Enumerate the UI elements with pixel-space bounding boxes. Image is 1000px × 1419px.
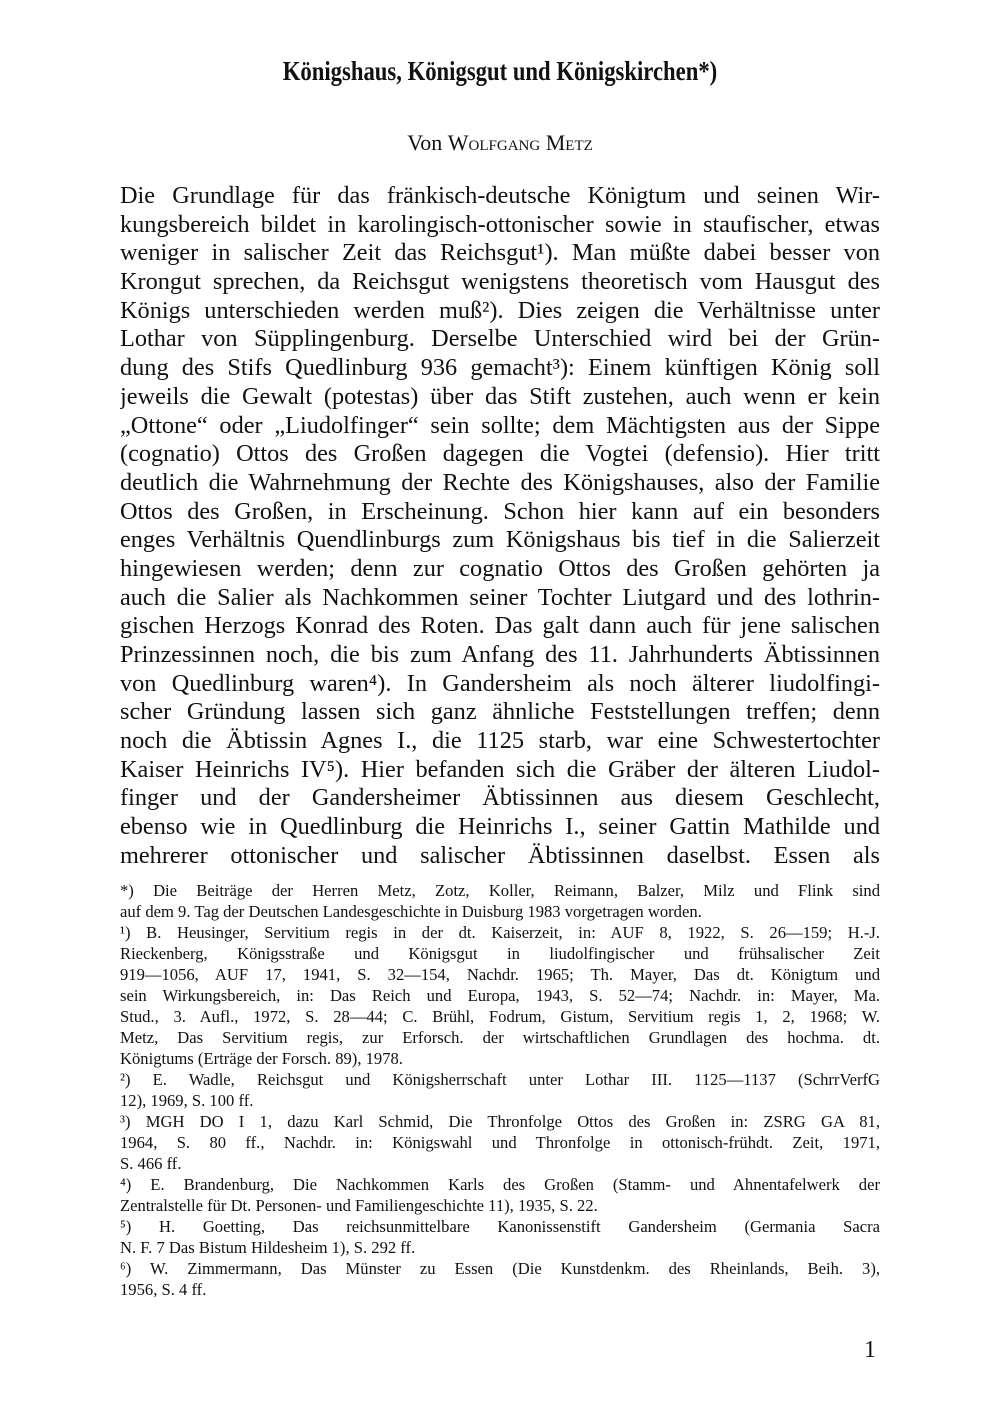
body-line: „Ottone“ oder „Liudolfinger“ sein sollte; dem Mächtigsten aus der Sippe xyxy=(120,411,880,439)
body-line: auch die Salier als Nachkommen seiner Tochter Liutgard und des lothrin- xyxy=(120,583,880,611)
footnote-line: 1956, S. 4 ff. xyxy=(120,1280,207,1299)
body-line: Kaiser Heinrichs IV⁵). Hier befanden sich die Gräber der älteren Liudol- xyxy=(120,755,880,783)
body-line: dung des Stifs Quedlinburg 936 gemacht³): Einem künftigen König soll xyxy=(120,354,880,382)
footnote-line: Zentralstelle für Dt. Personen- und Familiengeschichte 11), 1935, S. 22. xyxy=(120,1196,598,1215)
body-line: ebenso wie in Quedlinburg die Heinrichs I., seiner Gattin Mathilde und xyxy=(120,813,880,841)
footnote-line: Stud., 3. Aufl., 1972, S. 28—44; C. Brühl, Fodrum, Gistum, Servitium regis 1, 2, 1968; W. xyxy=(120,1007,880,1026)
body-line: hingewiesen werden; denn zur cognatio Ottos des Großen gehörten ja xyxy=(120,554,880,582)
footnote-line: ¹) B. Heusinger, Servitium regis in der dt. Kaiserzeit, in: AUF 8, 1922, S. 26—159; H.-J. xyxy=(120,923,880,942)
body-line: jeweils die Gewalt (potestas) über das Stift zustehen, auch wenn er kein xyxy=(120,382,880,410)
footnote-line: ²) E. Wadle, Reichsgut und Königsherrschaft unter Lothar III. 1125—1137 (SchrrVerfG xyxy=(120,1070,880,1089)
footnote-line: Rieckenberg, Königsstraße und Königsgut in liudolfingischer und frühsalischer Zeit xyxy=(120,944,880,963)
body-line: Die Grundlage für das fränkisch-deutsche Königtum und seinen Wir- xyxy=(120,182,880,209)
body-line: Krongut sprechen, da Reichsgut wenigstens theoretisch vom Hausgut des xyxy=(120,268,880,296)
article-title: Königshaus, Königsgut und Königskirchen*) xyxy=(282,56,718,86)
body-line: (cognatio) Ottos des Großen dagegen die Vogtei (defensio). Hier tritt xyxy=(120,440,880,468)
body-line: Ottos des Großen, in Erscheinung. Schon hier kann auf ein besonders xyxy=(120,497,880,525)
body-line: scher Gründung lassen sich ganz ähnliche Feststellungen treffen; denn xyxy=(120,698,880,726)
footnote-line: auf dem 9. Tag der Deutschen Landesgeschichte in Duisburg 1983 vorgetragen worden. xyxy=(120,902,702,921)
body-text xyxy=(120,182,880,871)
author-prefix: Von xyxy=(407,130,448,155)
footnotes xyxy=(120,880,880,1300)
footnote-line: 12), 1969, S. 100 ff. xyxy=(120,1091,254,1110)
footnote-line: ⁴) E. Brandenburg, Die Nachkommen Karls des Großen (Stamm- und Ahnentafelwerk der xyxy=(120,1175,880,1194)
body-line: enges Verhältnis Quendlinburgs zum Königshaus bis tief in die Salierzeit xyxy=(120,526,880,554)
body-line: mehrerer ottonischer und salischer Äbtissinnen daselbst. Essen als xyxy=(120,841,880,869)
body-line: finger und der Gandersheimer Äbtissinnen aus diesem Geschlecht, xyxy=(120,784,880,812)
author-line xyxy=(0,130,1000,156)
body-line: kungsbereich bildet in karolingisch-ottonischer sowie in staufischer, etwas xyxy=(120,210,880,238)
footnote-line: *) Die Beiträge der Herren Metz, Zotz, Koller, Reimann, Balzer, Milz und Flink sind xyxy=(120,881,880,900)
body-line: noch die Äbtissin Agnes I., die 1125 starb, war eine Schwestertochter xyxy=(120,727,880,755)
footnote-line: sein Wirkungsbereich, in: Das Reich und Europa, 1943, S. 52—74; Nachdr. in: Mayer, Ma. xyxy=(120,986,880,1005)
body-line: Prinzessinnen noch, die bis zum Anfang des 11. Jahrhunderts Äbtissinnen xyxy=(120,641,880,668)
footnote-line: 919—1056, AUF 17, 1941, S. 32—154, Nachdr. 1965; Th. Mayer, Das dt. Königtum und xyxy=(120,965,880,984)
body-line: gischen Herzogs Konrad des Roten. Das galt dann auch für jene salischen xyxy=(120,612,880,640)
footnote-line: S. 466 ff. xyxy=(120,1154,182,1173)
body-line: von Quedlinburg waren⁴). In Gandersheim als noch älterer liudolfingi- xyxy=(120,669,880,697)
footnote-line: 1964, S. 80 ff., Nachdr. in: Königswahl und Thronfolge in ottonisch-frühdt. Zeit, 1971, xyxy=(120,1133,880,1152)
footnote-line: Metz, Das Servitium regis, zur Erforsch. der wirtschaftlichen Grundlagen des hochma. dt. xyxy=(120,1028,880,1047)
footnote-line: ⁵) H. Goetting, Das reichsunmittelbare Kanonissenstift Gandersheim (Germania Sacra xyxy=(120,1217,880,1236)
body-line: Königs unterschieden werden muß²). Dies zeigen die Verhältnisse unter xyxy=(120,296,880,324)
page-number: 1 xyxy=(864,1337,876,1363)
footnote-line: N. F. 7 Das Bistum Hildesheim 1), S. 292 ff. xyxy=(120,1238,416,1257)
footnote-line: ³) MGH DO I 1, dazu Karl Schmid, Die Thronfolge Ottos des Großen in: ZSRG GA 81, xyxy=(120,1112,880,1131)
body-line: Lothar von Süpplingenburg. Derselbe Unterschied wird bei der Grün- xyxy=(120,325,880,353)
footnote-line: Königtums (Erträge der Forsch. 89), 1978. xyxy=(120,1049,403,1068)
body-line: deutlich die Wahrnehmung der Rechte des Königshauses, also der Familie xyxy=(120,468,880,496)
footnote-line: ⁶) W. Zimmermann, Das Münster zu Essen (Die Kunstdenkm. des Rheinlands, Beih. 3), xyxy=(120,1259,880,1278)
author-name: Wolfgang Metz xyxy=(447,130,593,155)
body-line: weniger in salischer Zeit das Reichsgut¹). Man müßte dabei besser von xyxy=(120,239,880,267)
